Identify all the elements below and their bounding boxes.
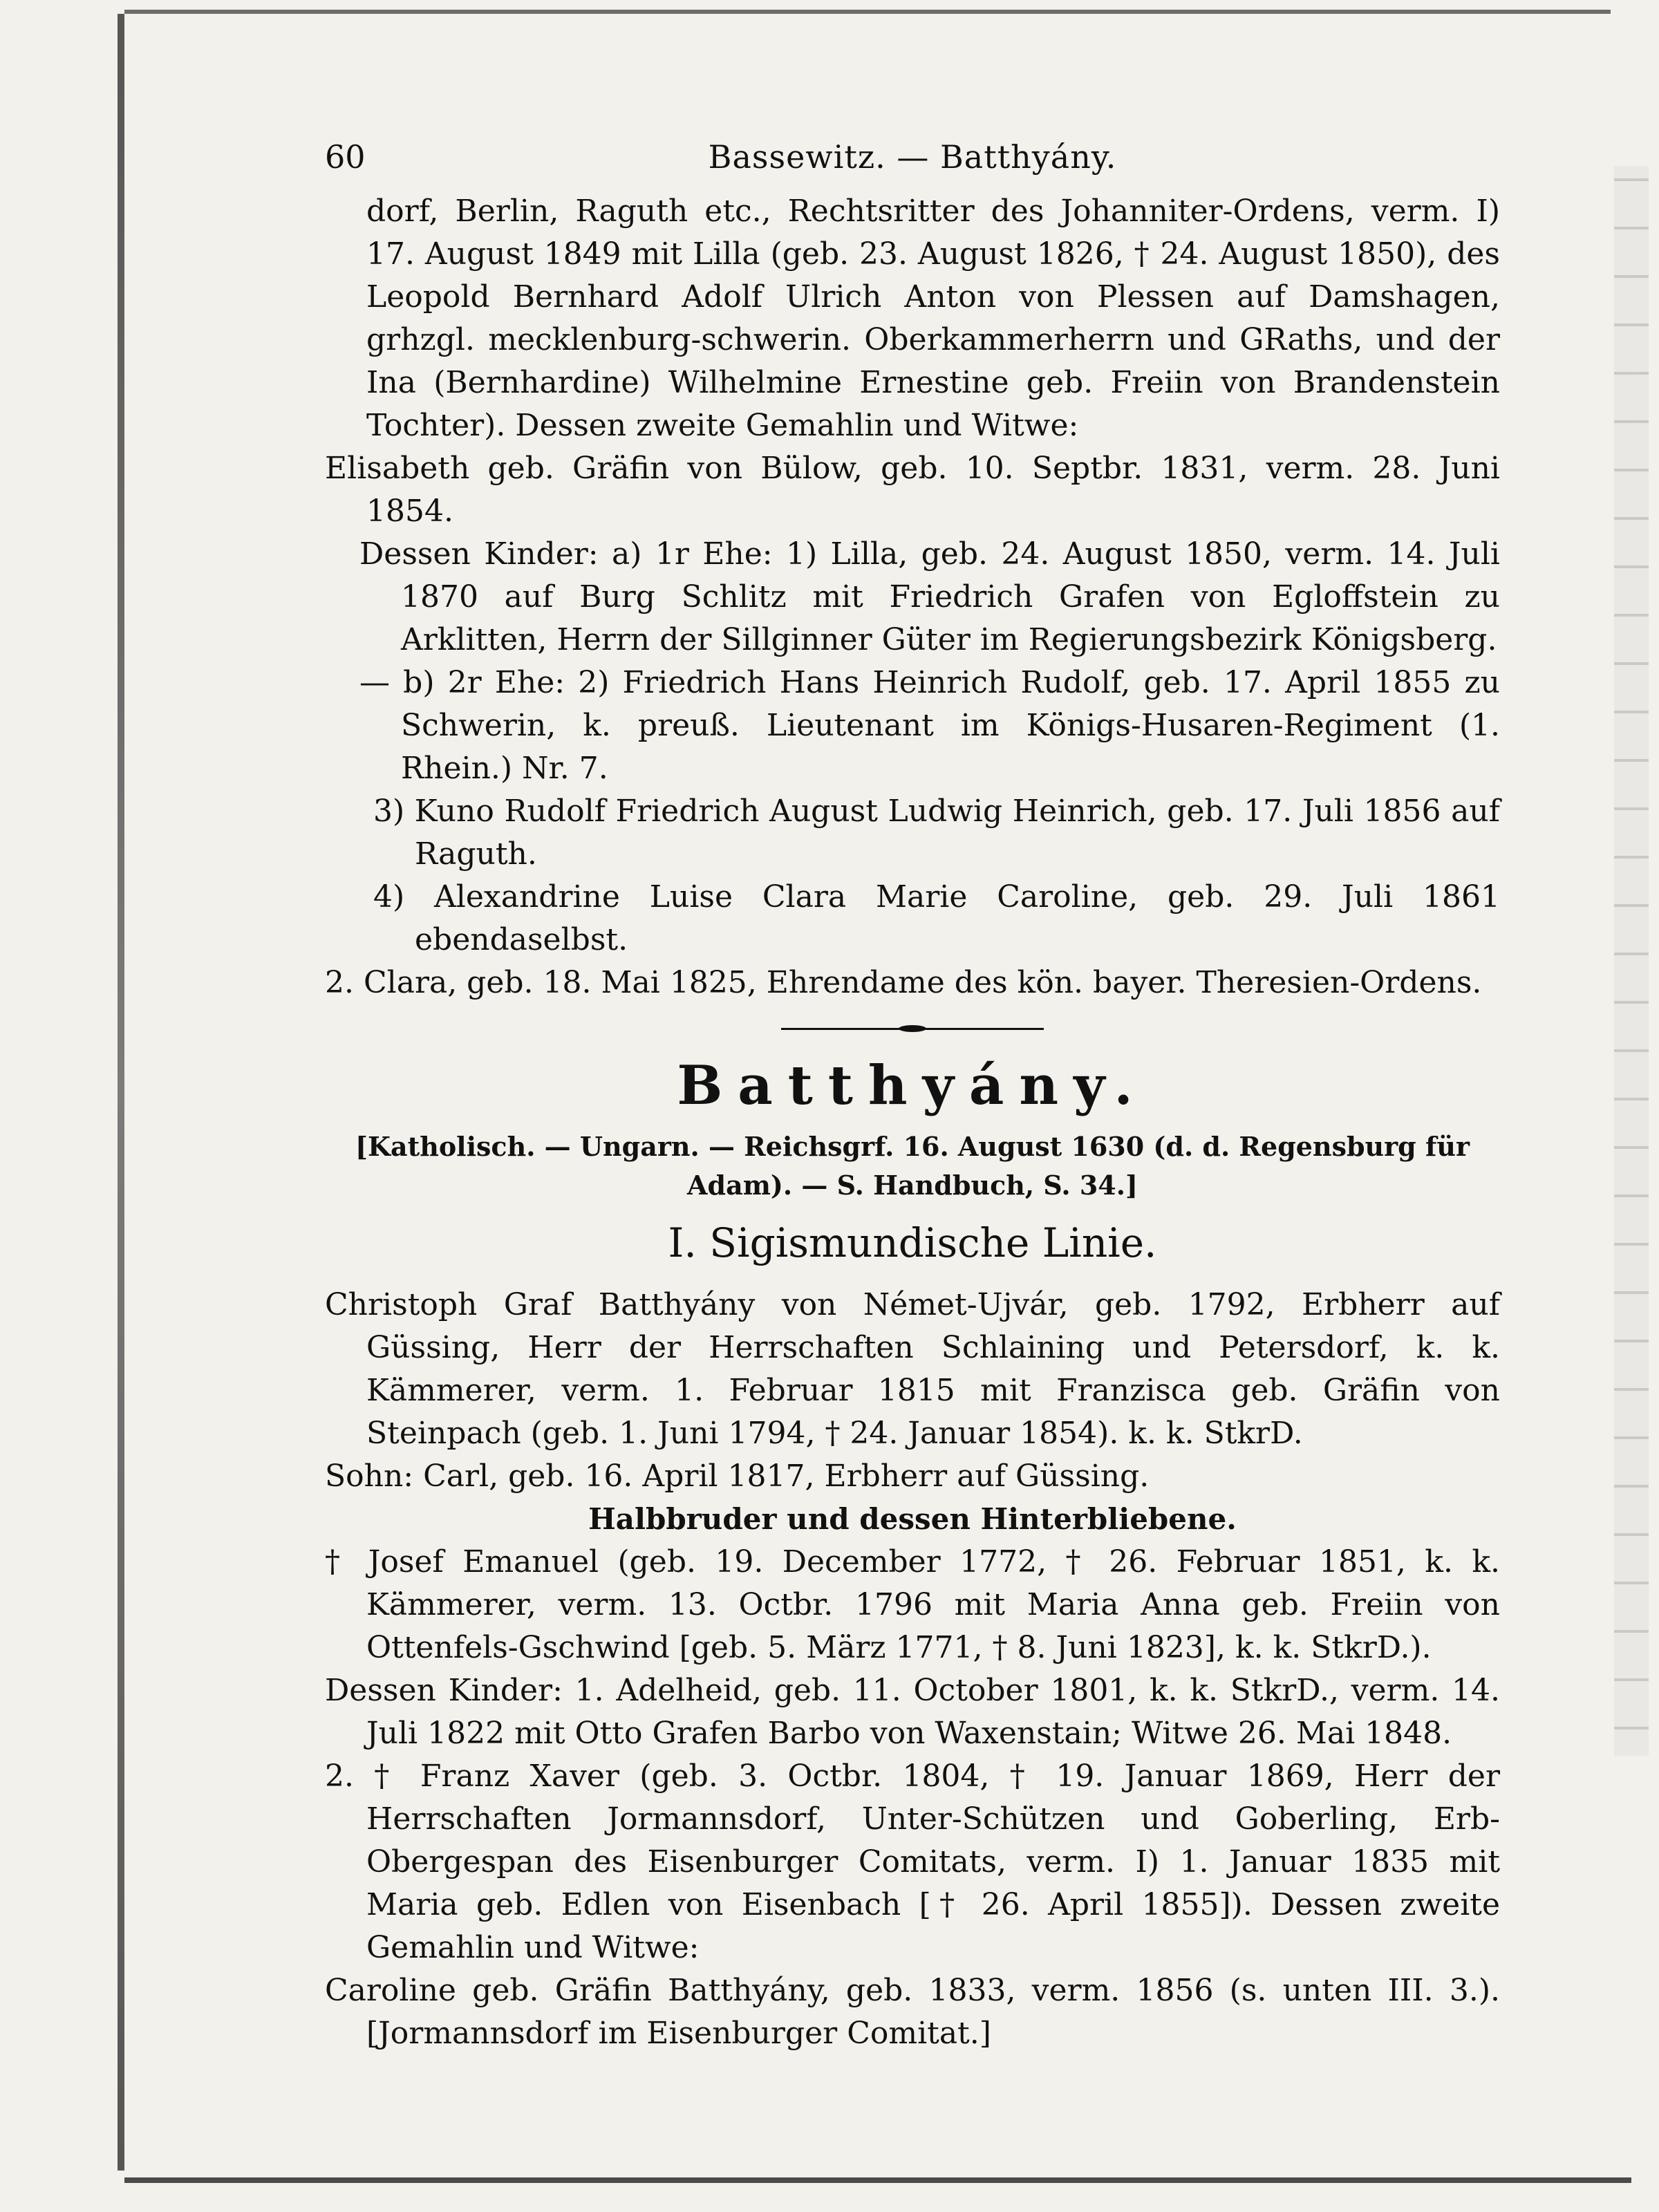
line-title: I. Sigismundische Linie.: [668, 1219, 1157, 1266]
paragraph: Elisabeth geb. Gräfin von Bülow, geb. 10. Septbr. 1831, verm. 28. Juni 1854.: [325, 451, 1500, 529]
paragraph: 2. † Franz Xaver (geb. 3. Octbr. 1804, † 19. Januar 1869, Herr der Herrschaften Jormannsdorf, Unter-Schützen und Goberling, Erb-Obergespan des Eisenburger Comitats, verm. I) 1. Januar 1835 mit Maria geb. Edlen von Eisenbach [† 26. April 1855]). Dessen zweite Gemahlin und Witwe:: [325, 1759, 1500, 1965]
paragraph: — b) 2r Ehe: 2) Friedrich Hans Heinrich Rudolf, geb. 17. April 1855 zu Schwerin, k. preuß. Lieutenant im Königs-Husaren-Regiment (1. Rhein.) Nr. 7.: [359, 665, 1500, 786]
section-info: [Katholisch. — Ungarn. — Reichsgrf. 16. August 1630 (d. d. Regensburg für Adam). — S. Handbuch, S. 34.]: [355, 1131, 1470, 1201]
page: [325, 124, 1500, 2129]
running-head: Bassewitz. — Batthyány.: [708, 138, 1117, 176]
paragraph: † Josef Emanuel (geb. 19. December 1772, † 26. Februar 1851, k. k. Kämmerer, verm. 13. Octbr. 1796 mit Maria Anna geb. Freiin von Ottenfels-Gschwind [geb. 5. März 1771, † 8. Juni 1823], k. k. StkrD.).: [325, 1544, 1500, 1665]
paragraph: Dessen Kinder: 1. Adelheid, geb. 11. October 1801, k. k. StkrD., verm. 14. Juli 1822 mit Otto Grafen Barbo von Waxenstain; Witwe 26. Mai 1848.: [325, 1673, 1500, 1751]
page-number: 60: [325, 138, 366, 176]
paragraph: 3) Kuno Rudolf Friedrich August Ludwig Heinrich, geb. 17. Juli 1856 auf Raguth.: [373, 794, 1500, 872]
section-divider: [781, 1025, 1044, 1032]
scan-edge-left: [118, 14, 124, 2171]
paragraph: 4) Alexandrine Luise Clara Marie Caroline, geb. 29. Juli 1861 ebendaselbst.: [373, 879, 1500, 957]
paragraph: 2. Clara, geb. 18. Mai 1825, Ehrendame des kön. bayer. Theresien-Ordens.: [325, 965, 1482, 1000]
divider-ornament: [899, 1025, 926, 1032]
subheading: Halbbruder und dessen Hinterbliebene.: [588, 1502, 1237, 1536]
paragraph: Christoph Graf Batthyány von Német-Ujvár, geb. 1792, Erbherr auf Güssing, Herr der Herrschaften Schlaining und Petersdorf, k. k. Kämmerer, verm. 1. Februar 1815 mit Franzisca geb. Gräfin von Steinpach (geb. 1. Juni 1794, † 24. Januar 1854). k. k. StkrD.: [325, 1287, 1500, 1451]
paragraph: Dessen Kinder: a) 1r Ehe: 1) Lilla, geb. 24. August 1850, verm. 14. Juli 1870 auf Burg Schlitz mit Friedrich Grafen von Egloffstein zu Arklitten, Herrn der Sillginner Güter im Regierungsbezirk Königsberg.: [359, 536, 1500, 657]
paragraph: dorf, Berlin, Raguth etc., Rechtsritter des Johanniter-Ordens, verm. I) 17. August 1849 mit Lilla (geb. 23. August 1826, † 24. August 1850), des Leopold Bernhard Adolf Ulrich Anton von Plessen auf Damshagen, grhzgl. mecklenburg-schwerin. Oberkammerherrn und GRaths, und der Ina (Bernhardine) Wilhelmine Ernestine geb. Freiin von Brandenstein Tochter). Dessen zweite Gemahlin und Witwe:: [366, 194, 1500, 443]
section-title: Batthyány.: [677, 1054, 1148, 1117]
paragraph: Caroline geb. Gräfin Batthyány, geb. 1833, verm. 1856 (s. unten III. 3.). [Jormannsdorf im Eisenburger Comitat.]: [325, 1973, 1500, 2051]
paragraph: Sohn: Carl, geb. 16. April 1817, Erbherr auf Güssing.: [325, 1459, 1150, 1494]
page-header: [325, 124, 1500, 190]
bleed-through-right: [1614, 166, 1649, 1756]
scan-edge-top: [124, 10, 1611, 14]
scan-edge-bottom: [124, 2177, 1631, 2183]
